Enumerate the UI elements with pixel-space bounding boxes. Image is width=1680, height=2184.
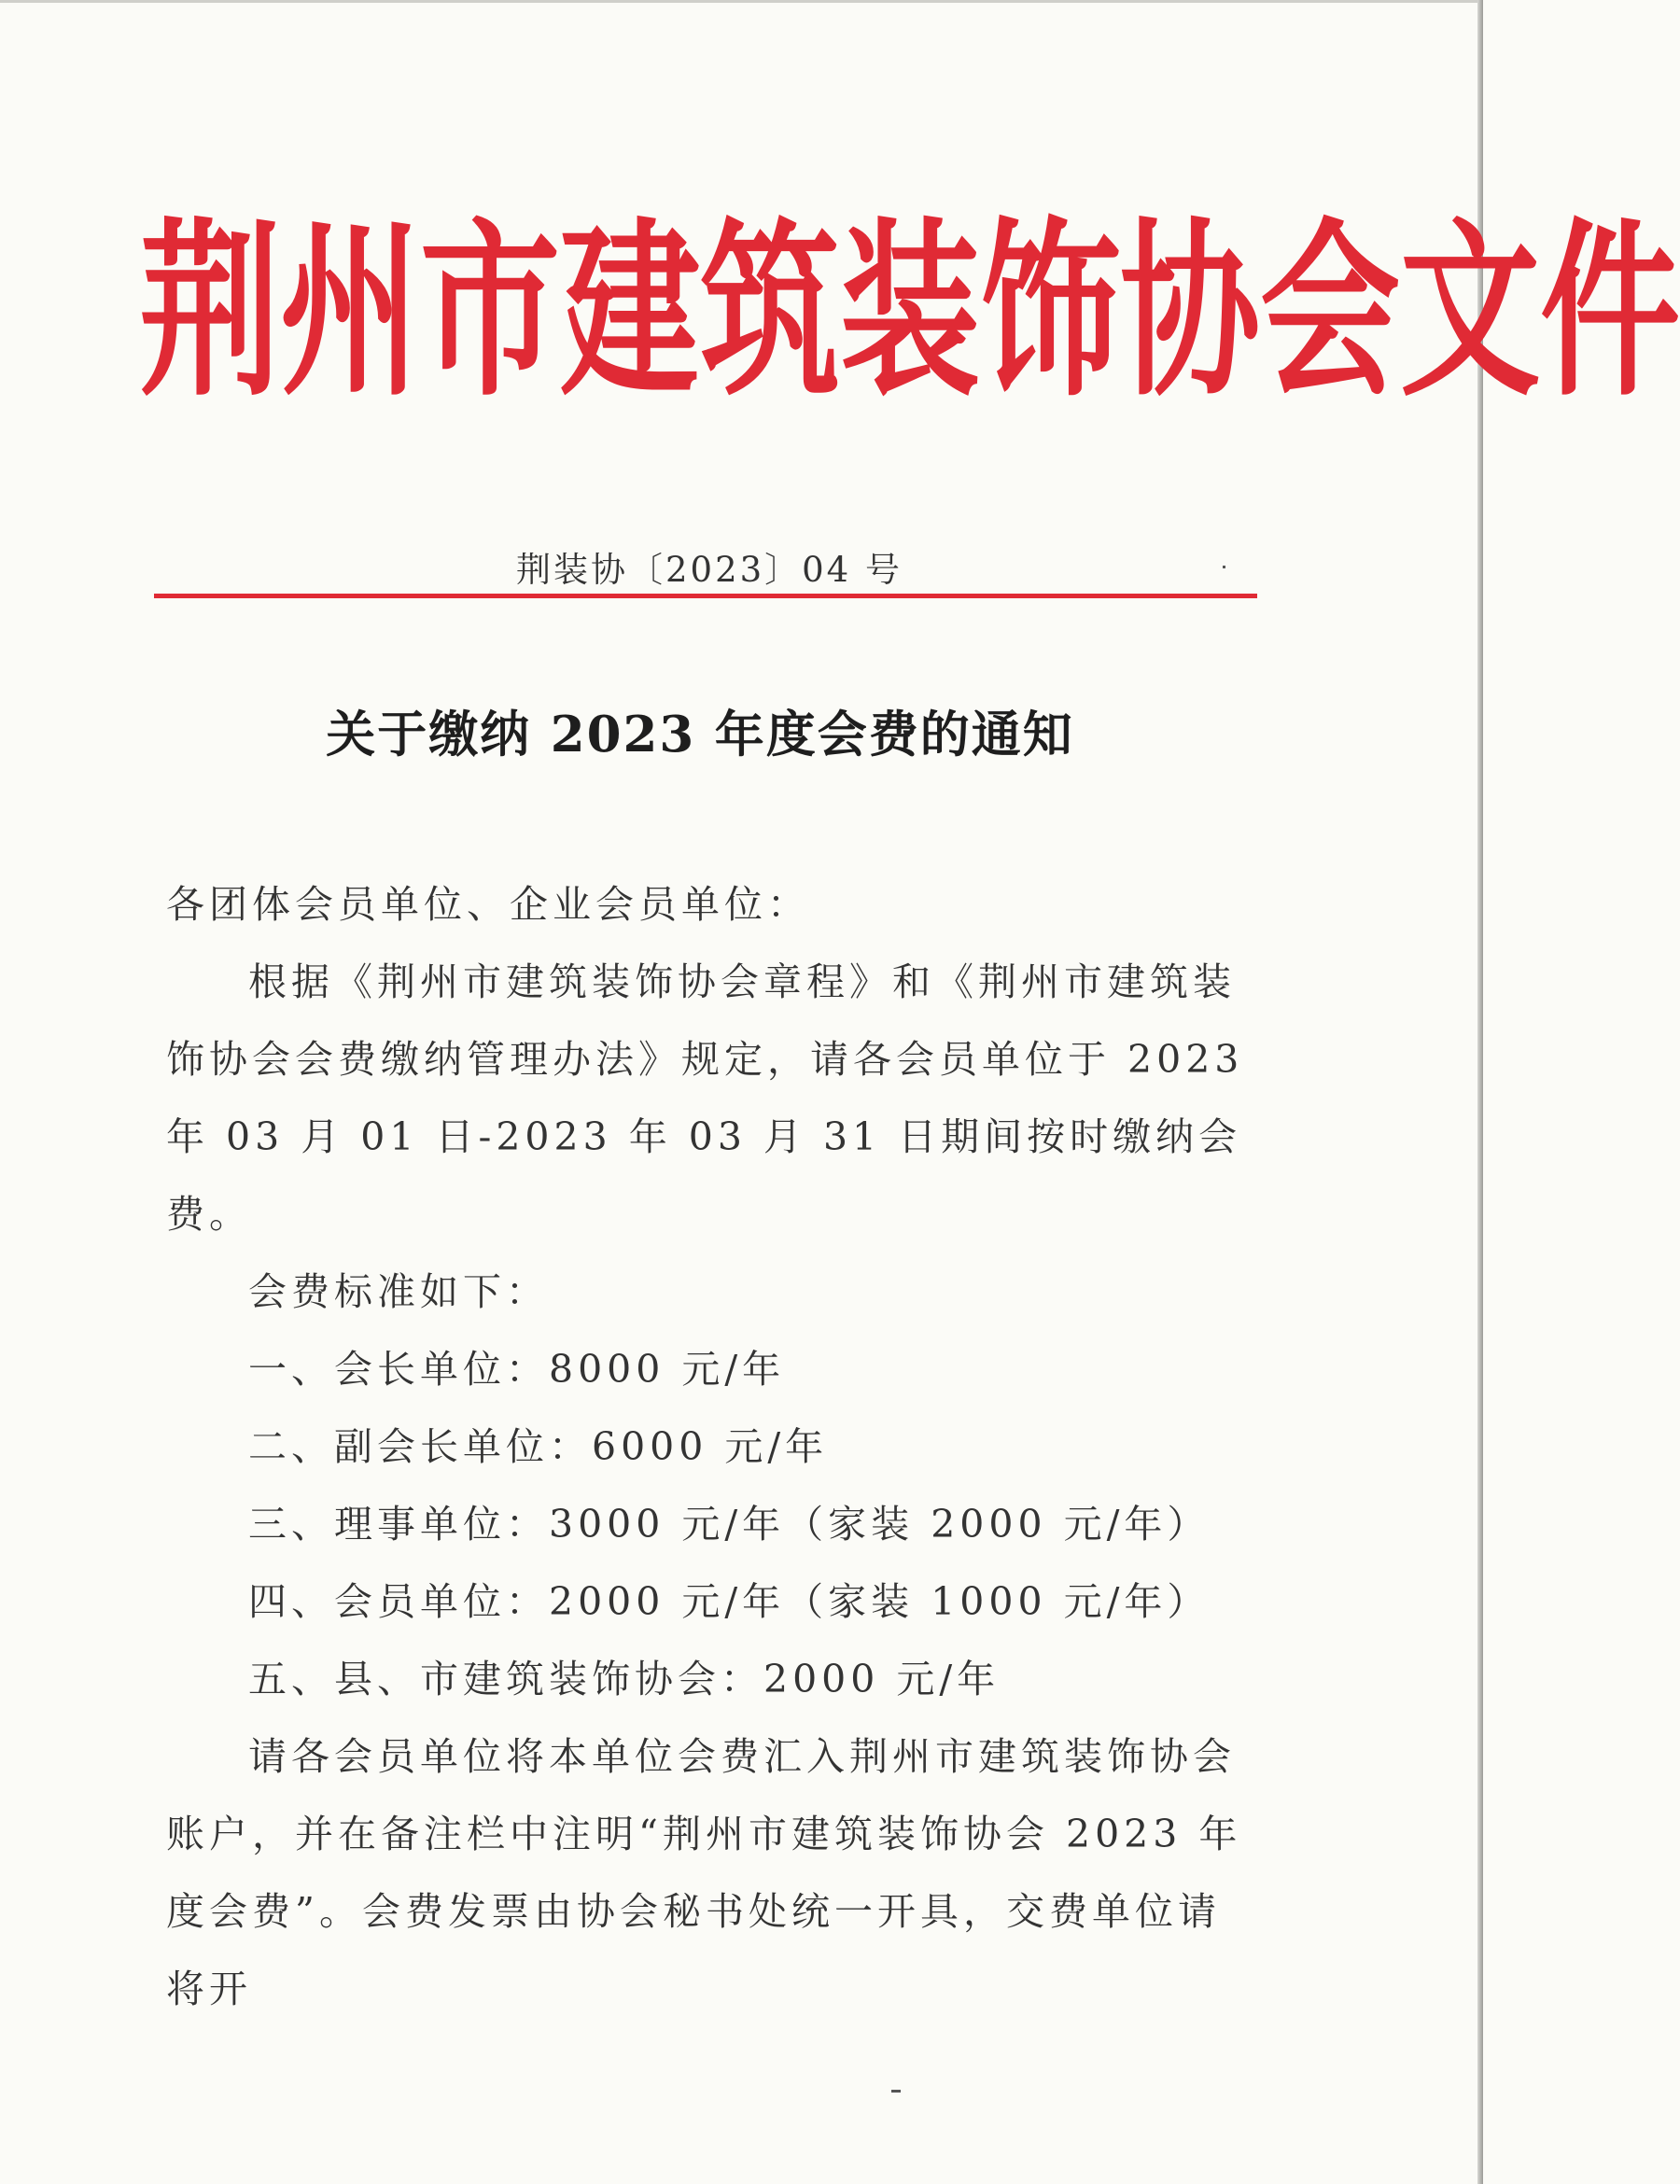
fee-standard-heading: 会费标准如下： <box>248 1269 549 1314</box>
notice-body <box>166 866 1258 2028</box>
scan-speck <box>891 2090 901 2093</box>
fee-item: 三、理事单位：3000 元/年（家装 2000 元/年） <box>248 1502 1211 1547</box>
masthead-char: 装 <box>840 203 981 423</box>
masthead-char: 州 <box>280 203 421 423</box>
scan-speck <box>1223 566 1225 568</box>
masthead-title <box>140 203 1680 423</box>
intro-paragraph: 根据《荆州市建筑装饰协会章程》和《荆州市建筑装饰协会会费缴纳管理办法》规定，请各会员单位于 2023 年 03 月 01 日-2023 年 03 月 31 日期间按时缴纳会费。 <box>166 959 1244 1237</box>
masthead-char: 文 <box>1400 203 1541 423</box>
masthead-char: 筑 <box>700 203 841 423</box>
fee-item: 四、会员单位：2000 元/年（家装 1000 元/年） <box>248 1579 1211 1624</box>
fee-item: 二、副会长单位：6000 元/年 <box>248 1424 829 1469</box>
masthead-char: 会 <box>1260 203 1401 423</box>
scan-edge-top <box>0 0 1483 3</box>
masthead-char: 饰 <box>980 203 1121 423</box>
masthead-char: 荆 <box>140 203 281 423</box>
fee-item: 五、县、市建筑装饰协会：2000 元/年 <box>248 1657 1001 1701</box>
salutation: 各团体会员单位、企业会员单位： <box>166 882 810 927</box>
document-number: 荆装协〔2023〕04 号 <box>515 550 903 590</box>
notice-title: 关于缴纳 2023 年度会费的通知 <box>326 706 1074 763</box>
masthead-char: 协 <box>1120 203 1261 423</box>
masthead-char: 市 <box>420 203 561 423</box>
payment-paragraph: 请各会员单位将本单位会费汇入荆州市建筑装饰协会账户，并在备注栏中注明“荆州市建筑装饰协会 2023 年度会费”。会费发票由协会秘书处统一开具，交费单位请将开 <box>166 1734 1242 2011</box>
masthead-char: 件 <box>1540 203 1680 423</box>
red-divider <box>154 594 1257 598</box>
fee-item: 一、会长单位：8000 元/年 <box>248 1347 786 1392</box>
masthead-char: 建 <box>560 203 701 423</box>
